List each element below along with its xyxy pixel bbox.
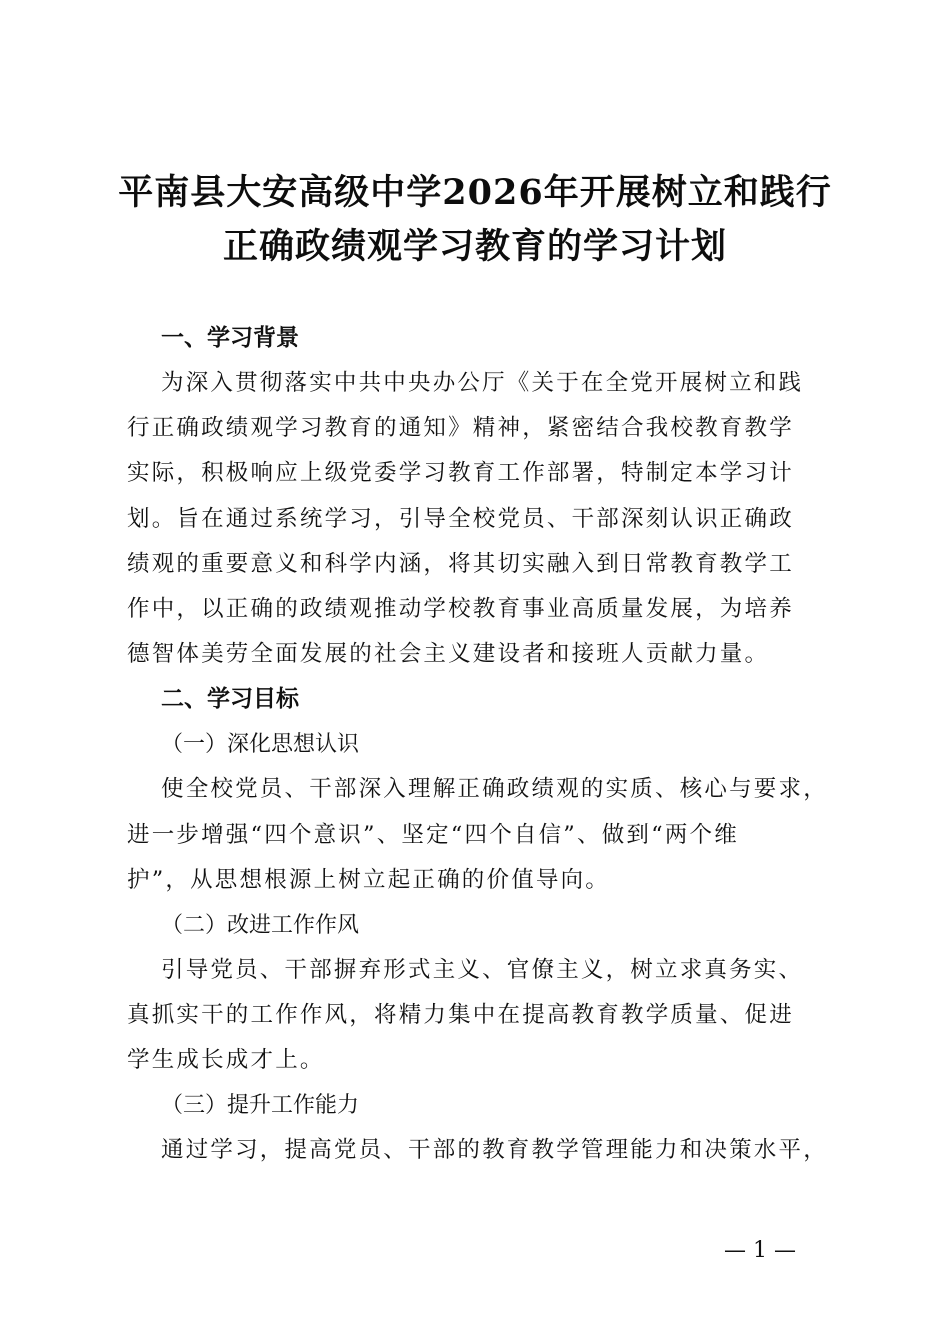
- paragraph-line: 使全校党员、干部深入理解正确政绩观的实质、核心与要求，: [161, 776, 828, 803]
- paragraph-line: 学生成长成才上。: [127, 1047, 325, 1074]
- document-body: [127, 316, 835, 1174]
- section-heading-background: 一、学习背景: [161, 325, 299, 351]
- subsection-heading-goal-2: （二）改进工作作风: [161, 912, 360, 938]
- subsection-heading-goal-1: （一）深化思想认识: [161, 732, 360, 758]
- title-line-2: 正确政绩观学习教育的学习计划: [222, 226, 727, 267]
- paragraph-line: 绩观的重要意义和科学内涵，将其切实融入到日常教育教学工: [127, 550, 794, 577]
- background-paragraph: [127, 361, 835, 677]
- paragraph-line: 行正确政绩观学习教育的通知》精神，紧密结合我校教育教学: [127, 415, 794, 442]
- paragraph-line: 通过学习，提高党员、干部的教育教学管理能力和决策水平，: [161, 1137, 828, 1164]
- title-line-1: 平南县大安高级中学2026年开展树立和践行: [118, 172, 832, 213]
- paragraph-line: 德智体美劳全面发展的社会主义建设者和接班人贡献力量。: [127, 641, 770, 668]
- goal-3-paragraph: [127, 1128, 835, 1173]
- paragraph-line: 引导党员、干部摒弃形式主义、官僚主义，树立求真务实、: [161, 956, 804, 983]
- paragraph-line: 护”，从思想根源上树立起正确的价值导向。: [127, 866, 611, 893]
- section-heading-goals: 二、学习目标: [161, 686, 299, 713]
- goal-2-paragraph: [127, 948, 835, 1084]
- paragraph-line: 作中，以正确的政绩观推动学校教育事业高质量发展，为培养: [127, 595, 794, 622]
- paragraph-line: 真抓实干的工作作风，将精力集中在提高教育教学质量、促进: [127, 1002, 794, 1029]
- document-title: [0, 166, 950, 274]
- paragraph-line: 进一步增强“四个意识”、坚定“四个自信”、做到“两个维: [127, 821, 739, 848]
- subsection-heading-goal-3: （三）提升工作能力: [161, 1093, 360, 1119]
- paragraph-line: 为深入贯彻落实中共中央办公厅《关于在全党开展树立和践: [161, 370, 804, 396]
- paragraph-line: 实际，积极响应上级党委学习教育工作部署，特制定本学习计: [127, 460, 794, 487]
- paragraph-line: 划。旨在通过系统学习，引导全校党员、干部深刻认识正确政: [127, 505, 794, 532]
- page-number: — 1 —: [724, 1238, 796, 1263]
- goal-1-paragraph: [127, 767, 835, 903]
